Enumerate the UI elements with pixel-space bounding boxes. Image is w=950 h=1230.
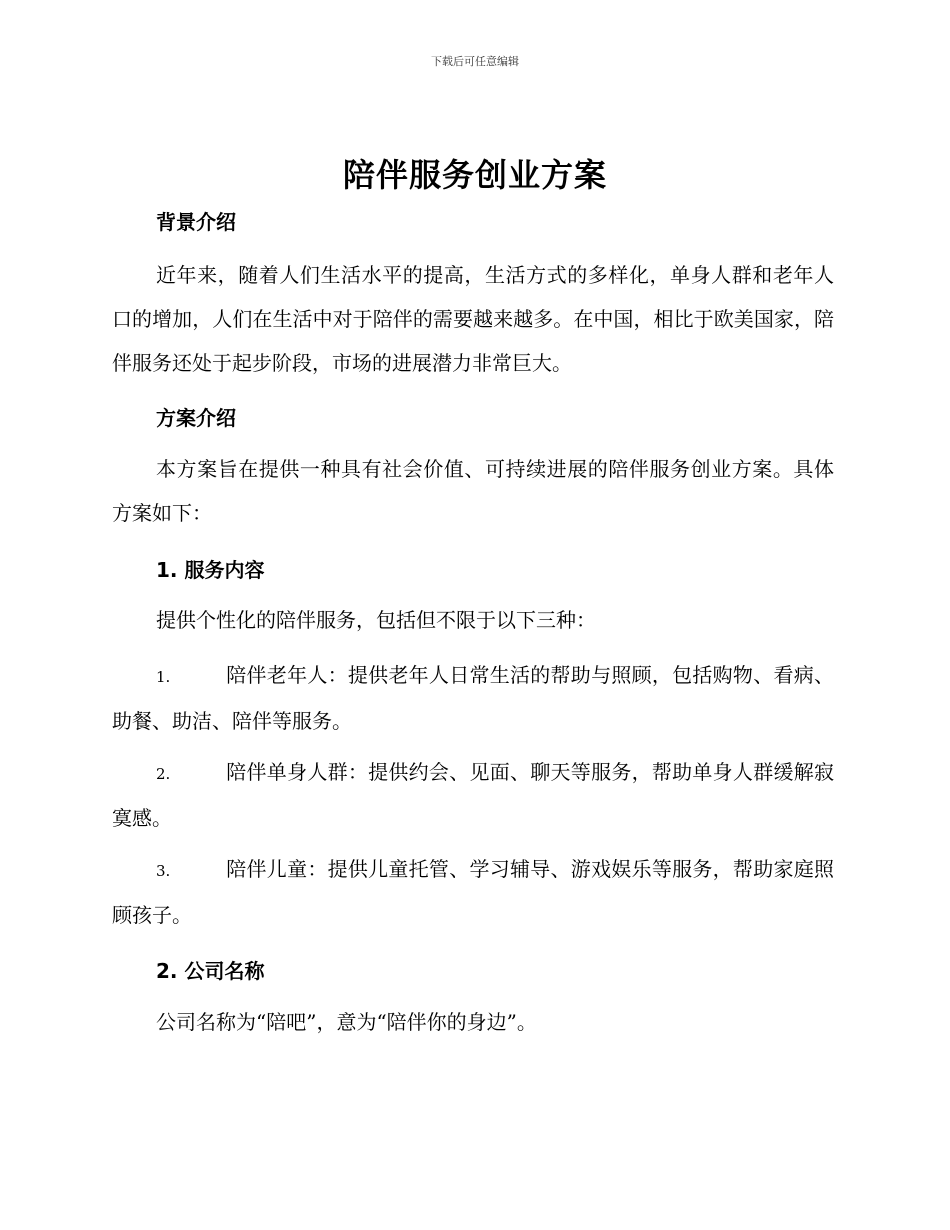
section-heading-plan: 方案介绍: [156, 406, 236, 430]
paragraph-plan: 本方案旨在提供一种具有社会价值、可持续进展的陪伴服务创业方案。具体方案如下：: [112, 457, 834, 525]
list-item-number: 3.: [156, 862, 171, 880]
list-item-number: 2.: [156, 765, 171, 783]
paragraph-service-intro: 提供个性化的陪伴服务，包括但不限于以下三种：: [156, 608, 596, 632]
list-item: [112, 847, 834, 937]
list-item: [112, 750, 834, 840]
list-item-text: 陪伴单身人群：提供约会、见面、聊天等服务，帮助单身人群缓解寂寞感。: [112, 760, 834, 830]
section-heading-company: 2. 公司名称: [156, 959, 265, 983]
list-item-text: 陪伴老年人：提供老年人日常生活的帮助与照顾，包括购物、看病、助餐、助洁、陪伴等服务。: [112, 663, 834, 733]
header-note: 下载后可任意编辑: [431, 55, 519, 68]
paragraph-company: 公司名称为“陪吧”，意为“陪伴你的身边”。: [156, 1010, 537, 1034]
list-item-number: 1.: [156, 668, 171, 686]
paragraph-background: 近年来，随着人们生活水平的提高，生活方式的多样化，单身人群和老年人口的增加，人们在生活中对于陪伴的需要越来越多。在中国，相比于欧美国家，陪伴服务还处于起步阶段，市场的进展潜力非常巨大。: [112, 263, 834, 375]
section-heading-background: 背景介绍: [156, 210, 236, 234]
section-heading-service: 1. 服务内容: [156, 558, 265, 582]
document-title: 陪伴服务创业方案: [342, 156, 607, 194]
list-item: [112, 653, 834, 743]
list-item-text: 陪伴儿童：提供儿童托管、学习辅导、游戏娱乐等服务，帮助家庭照顾孩子。: [112, 857, 834, 927]
